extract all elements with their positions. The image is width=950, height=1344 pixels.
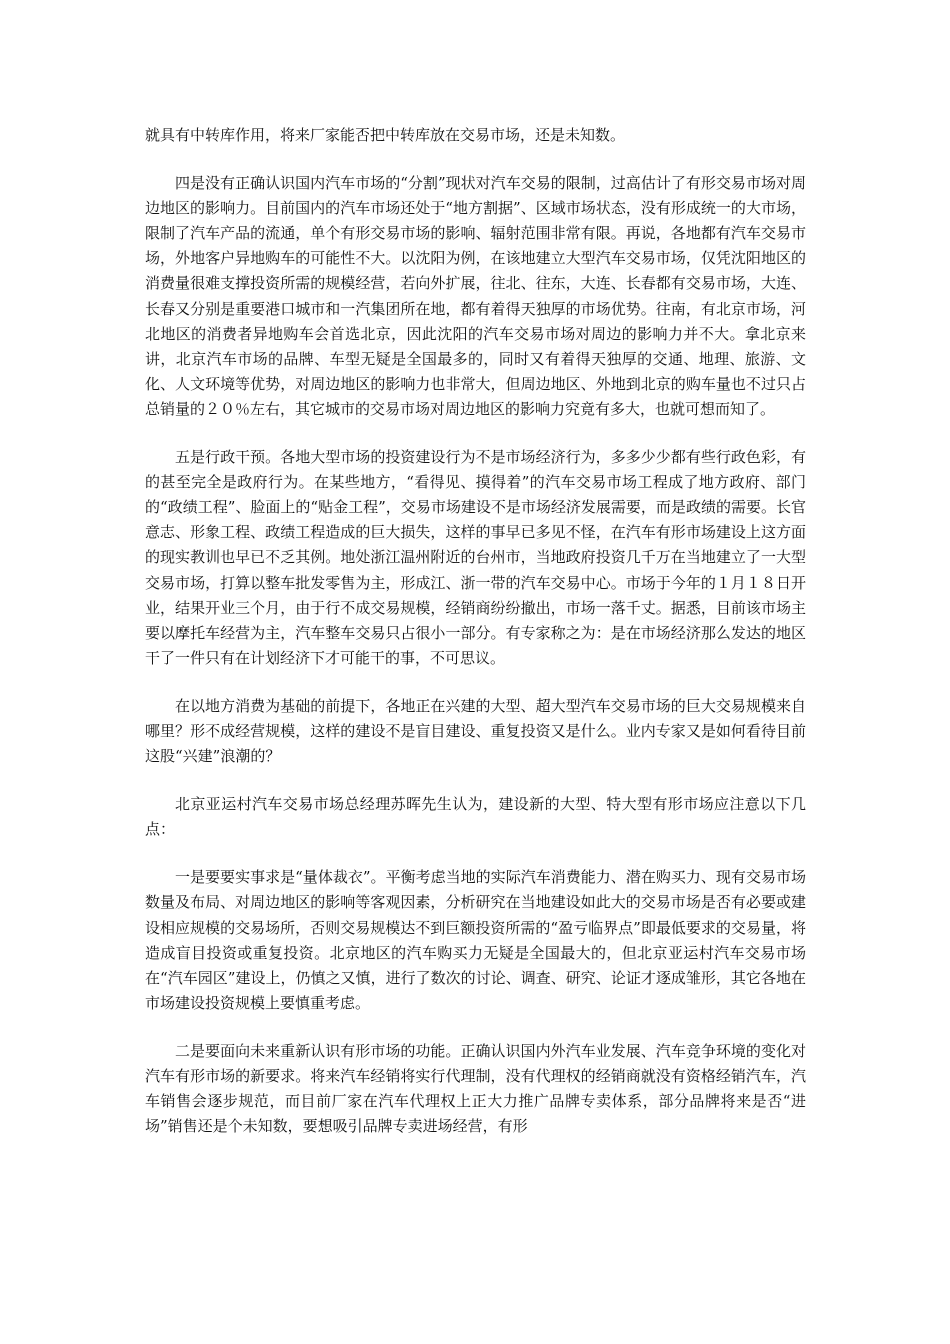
paragraph-1: 就具有中转库作用，将来厂家能否把中转库放在交易市场，还是未知数。 [145,126,626,144]
paragraph-6: 一是要要实事求是“量体裁衣”。平衡考虑当地的实际汽车消费能力、潜在购买力、现有交易市场数量及布局、对周边地区的影响等客观因素，分析研究在当地建设如此大的交易市场是否有必要或建设相应规模的交易场所，否则交易规模达不到巨额投资所需的“盈亏临界点”即最低要求的交易量，将造成盲目投资或重复投资。北京地区的汽车购买力无疑是全国最大的，但北京亚运村汽车交易市场在“汽车园区”建设上，仍慎之又慎，进行了数次的讨论、调查、研究、论证才逐成雏形，其它各地在市场建设投资规模上要慎重考虑。 [145,868,806,1012]
paragraph-7: 二是要面向未来重新认识有形市场的功能。正确认识国内外汽车业发展、汽车竞争环境的变化对汽车有形市场的新要求。将来汽车经销将实行代理制，没有代理权的经销商就没有资格经销汽车，汽车销售会逐步规范，而目前厂家在汽车代理权上正大力推广品牌专卖体系，部分品牌将来是否“进场”销售还是个未知数，要想吸引品牌专卖进场经营，有形 [145,1041,806,1136]
paragraph-5: 北京亚运村汽车交易市场总经理苏晖先生认为，建设新的大型、特大型有形市场应注意以下几点： [145,795,806,839]
document-page [145,123,806,1162]
paragraph-3: 五是行政干预。各地大型市场的投资建设行为不是市场经济行为，多多少少都有些行政色彩，有的甚至完全是政府行为。在某些地方，“看得见、摸得着”的汽车交易市场工程成了地方政府、部门的“政绩工程”、脸面上的“贴金工程”，交易市场建设不是市场经济发展需要，而是政绩的需要。长官意志、形象工程、政绩工程造成的巨大损失，这样的事早已多见不怪，在汽车有形市场建设上这方面的现实教训也早已不乏其例。地处浙江温州附近的台州市，当地政府投资几千万在当地建立了一大型交易市场，打算以整车批发零售为主，形成江、浙一带的汽车交易中心。市场于今年的１月１８日开业，结果开业三个月，由于行不成交易规模，经销商纷纷撤出，市场一落千丈。据悉，目前该市场主要以摩托车经营为主，汽车整车交易只占很小一部分。有专家称之为：是在市场经济那么发达的地区干了一件只有在计划经济下才可能干的事，不可思议。 [145,448,806,667]
paragraph-4: 在以地方消费为基础的前提下，各地正在兴建的大型、超大型汽车交易市场的巨大交易规模来自哪里？形不成经营规模，这样的建设不是盲目建设、重复投资又是什么。业内专家又是如何看待目前这股“兴建”浪潮的？ [145,696,806,766]
paragraph-2: 四是没有正确认识国内汽车市场的“分割”现状对汽车交易的限制，过高估计了有形交易市场对周边地区的影响力。目前国内的汽车市场还处于“地方割据”、区域市场状态，没有形成统一的大市场，限制了汽车产品的流通，单个有形交易市场的影响、辐射范围非常有限。再说，各地都有汽车交易市场，外地客户异地购车的可能性不大。以沈阳为例，在该地建立大型汽车交易市场，仅凭沈阳地区的消费量很难支撑投资所需的规模经营，若向外扩展，往北、往东，大连、长春都有交易市场，大连、长春又分别是重要港口城市和一汽集团所在地，都有着得天独厚的市场优势。往南，有北京市场，河北地区的消费者异地购车会首选北京，因此沈阳的汽车交易市场对周边的影响力并不大。拿北京来讲，北京汽车市场的品牌、车型无疑是全国最多的，同时又有着得天独厚的交通、地理、旅游、文化、人文环境等优势，对周边地区的影响力也非常大，但周边地区、外地到北京的购车量也不过只占总销量的２０％左右，其它城市的交易市场对周边地区的影响力究竟有多大，也就可想而知了。 [145,174,806,418]
